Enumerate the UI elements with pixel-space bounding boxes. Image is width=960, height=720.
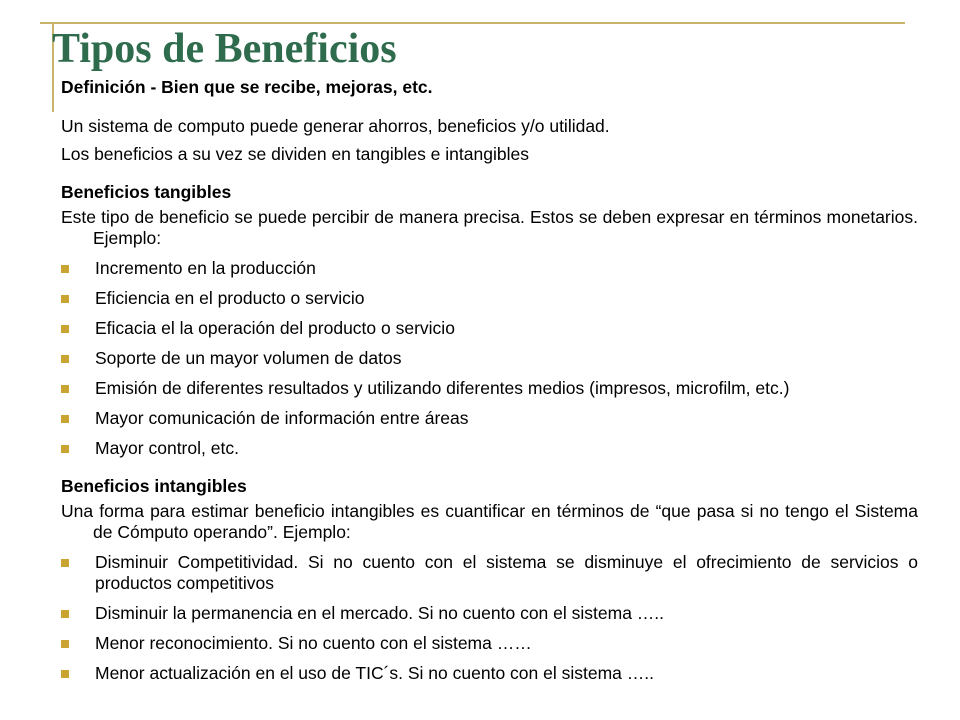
tangibles-text: Este tipo de beneficio se puede percibir de manera precisa. Estos se deben expresar en términos monetarios. Ejemplo:: [61, 207, 918, 248]
list-item-text: Emisión de diferentes resultados y utilizando diferentes medios (impresos, microfilm, etc.): [95, 378, 790, 398]
square-bullet-icon: [61, 265, 69, 273]
list-item-text: Eficiencia en el producto o servicio: [95, 288, 365, 308]
definition-text: Definición - Bien que se recibe, mejoras, etc.: [61, 77, 433, 97]
list-item: [61, 663, 918, 684]
square-bullet-icon: [61, 640, 69, 648]
list-item: [61, 348, 918, 369]
list-item: [61, 633, 918, 654]
list-item-text: Menor actualización en el uso de TIC´s. Si no cuento con el sistema …..: [95, 663, 654, 683]
square-bullet-icon: [61, 355, 69, 363]
list-item: [61, 318, 918, 339]
square-bullet-icon: [61, 385, 69, 393]
list-item: [61, 603, 918, 624]
list-item: [61, 258, 918, 279]
list-item: [61, 288, 918, 309]
intangibles-heading: Beneficios intangibles: [61, 476, 247, 496]
intro-line-1: Un sistema de computo puede generar ahorros, beneficios y/o utilidad.: [61, 116, 610, 136]
tangibles-heading: Beneficios tangibles: [61, 182, 232, 202]
intangibles-text: Una forma para estimar beneficio intangibles es cuantificar en términos de “que pasa si no tengo el Sistema de Cómputo operando”. Ejemplo:: [61, 501, 918, 542]
intro-line-2: Los beneficios a su vez se dividen en tangibles e intangibles: [61, 144, 529, 164]
list-item-text: Mayor comunicación de información entre áreas: [95, 408, 469, 428]
slide-title: Tipos de Beneficios: [52, 26, 397, 72]
list-item: [61, 552, 918, 594]
square-bullet-icon: [61, 415, 69, 423]
square-bullet-icon: [61, 445, 69, 453]
list-item-text: Menor reconocimiento. Si no cuento con el sistema ……: [95, 633, 532, 653]
square-bullet-icon: [61, 325, 69, 333]
square-bullet-icon: [61, 559, 69, 567]
list-item-text: Mayor control, etc.: [95, 438, 239, 458]
list-item: [61, 378, 918, 399]
square-bullet-icon: [61, 670, 69, 678]
square-bullet-icon: [61, 610, 69, 618]
square-bullet-icon: [61, 295, 69, 303]
list-item-text: Eficacia el la operación del producto o servicio: [95, 318, 455, 338]
list-item-text: Disminuir la permanencia en el mercado. Si no cuento con el sistema …..: [95, 603, 665, 623]
list-item-text: Soporte de un mayor volumen de datos: [95, 348, 402, 368]
list-item-text: Disminuir Competitividad. Si no cuento con el sistema se disminuye el ofrecimiento de servicios o productos competitivos: [95, 552, 918, 593]
list-item: [61, 408, 918, 429]
list-item: [61, 438, 918, 459]
list-item-text: Incremento en la producción: [95, 258, 316, 278]
slide-content: [61, 77, 918, 684]
